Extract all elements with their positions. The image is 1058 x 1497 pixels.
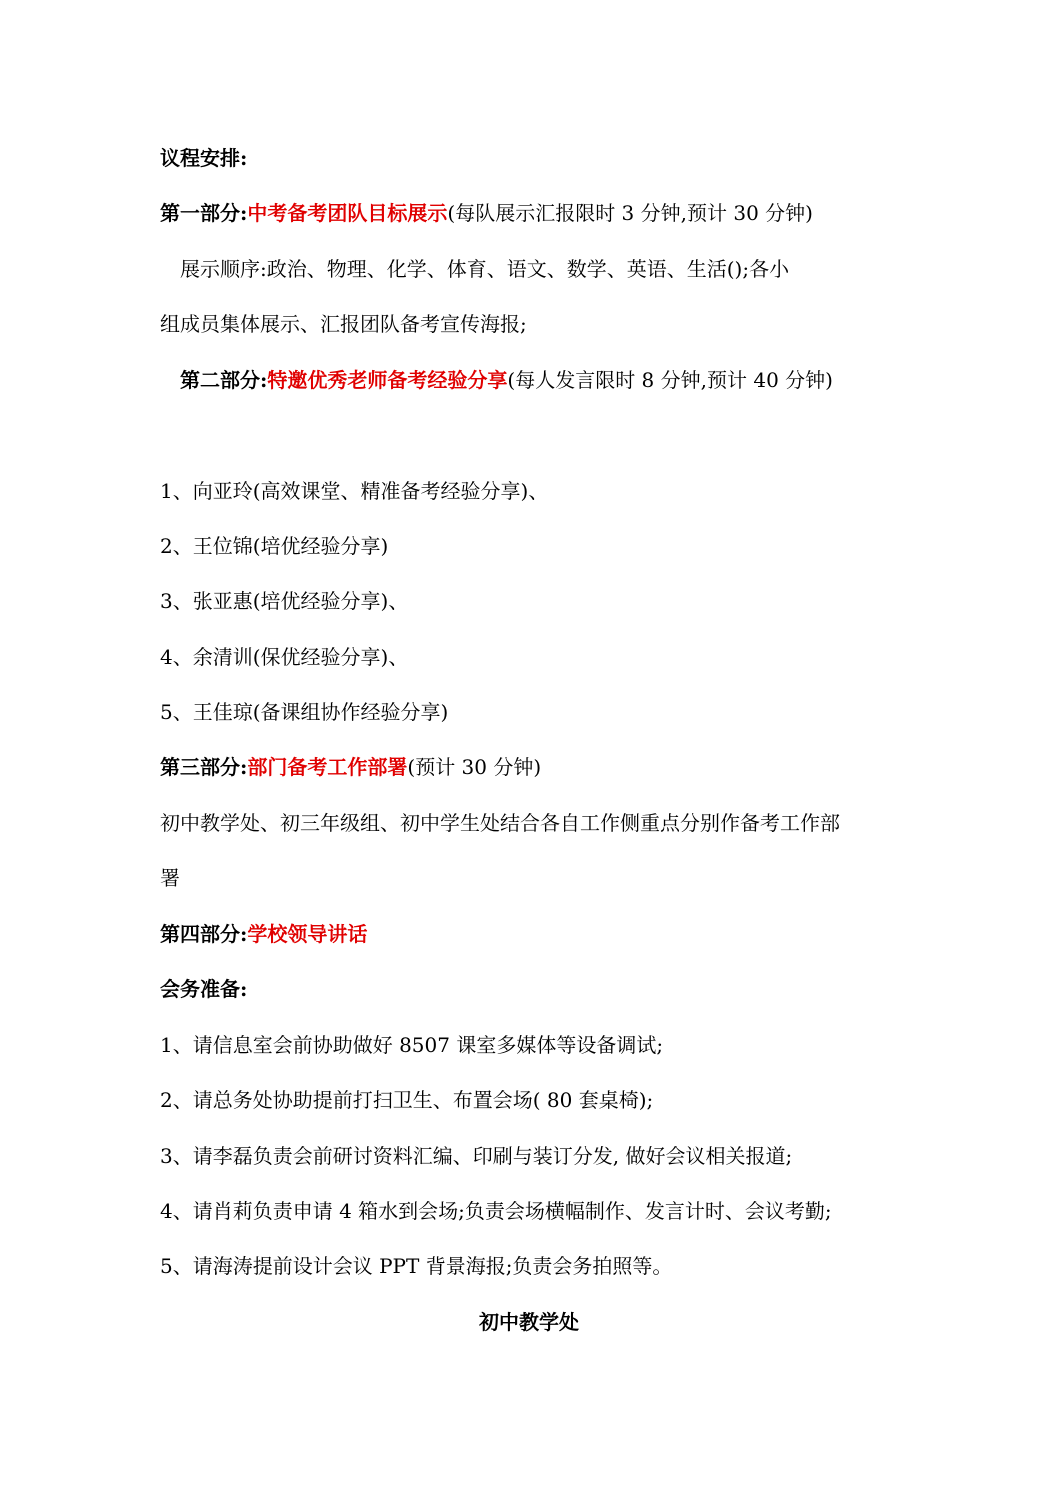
part3-note: (预计 30 分钟) bbox=[407, 755, 542, 779]
prep-item: 5、请海涛提前设计会议 PPT 背景海报;负责会务拍照等。 bbox=[160, 1254, 673, 1278]
speaker-item: 1、向亚玲(高效课堂、精准备考经验分享)、 bbox=[160, 479, 549, 503]
agenda-heading: 议程安排: bbox=[160, 146, 248, 170]
part4-title: 学校领导讲话 bbox=[247, 922, 368, 946]
prep-item: 4、请肖莉负责申请 4 箱水到会场;负责会场横幅制作、发言计时、会议考勤; bbox=[160, 1199, 832, 1223]
part1-order-line1: 展示顺序:政治、物理、化学、体育、语文、数学、英语、生活();各小 bbox=[180, 257, 790, 281]
part2-note: (每人发言限时 8 分钟,预计 40 分钟) bbox=[507, 368, 833, 392]
part1-label: 第一部分: bbox=[160, 201, 248, 225]
speaker-item: 4、余清训(保优经验分享)、 bbox=[160, 645, 409, 669]
part4-line bbox=[160, 922, 367, 946]
prep-item: 3、请李磊负责会前研讨资料汇编、印刷与装订分发, 做好会议相关报道; bbox=[160, 1144, 793, 1168]
speaker-item: 2、王位锦(培优经验分享) bbox=[160, 534, 389, 558]
signature: 初中教学处 bbox=[479, 1310, 579, 1334]
part2-title: 特邀优秀老师备考经验分享 bbox=[267, 368, 508, 392]
prep-heading: 会务准备: bbox=[160, 977, 248, 1001]
part3-desc-line1: 初中教学处、初三年级组、初中学生处结合各自工作侧重点分别作备考工作部 bbox=[160, 811, 840, 835]
part2-label: 第二部分: bbox=[180, 368, 268, 392]
prep-item: 1、请信息室会前协助做好 8507 课室多媒体等设备调试; bbox=[160, 1033, 664, 1057]
part1-order-line2: 组成员集体展示、汇报团队备考宣传海报; bbox=[160, 312, 527, 336]
part4-label: 第四部分: bbox=[160, 922, 248, 946]
part2-line bbox=[180, 368, 833, 392]
part1-line bbox=[160, 201, 813, 225]
part3-title: 部门备考工作部署 bbox=[247, 755, 408, 779]
speaker-item: 5、王佳琼(备课组协作经验分享) bbox=[160, 700, 449, 724]
part3-desc-line2: 署 bbox=[160, 866, 180, 890]
part3-label: 第三部分: bbox=[160, 755, 248, 779]
part1-note: (每队展示汇报限时 3 分钟,预计 30 分钟) bbox=[447, 201, 813, 225]
prep-item: 2、请总务处协助提前打扫卫生、布置会场( 80 套桌椅); bbox=[160, 1088, 654, 1112]
part1-title: 中考备考团队目标展示 bbox=[247, 201, 448, 225]
part3-line bbox=[160, 755, 541, 779]
speaker-item: 3、张亚惠(培优经验分享)、 bbox=[160, 589, 409, 613]
